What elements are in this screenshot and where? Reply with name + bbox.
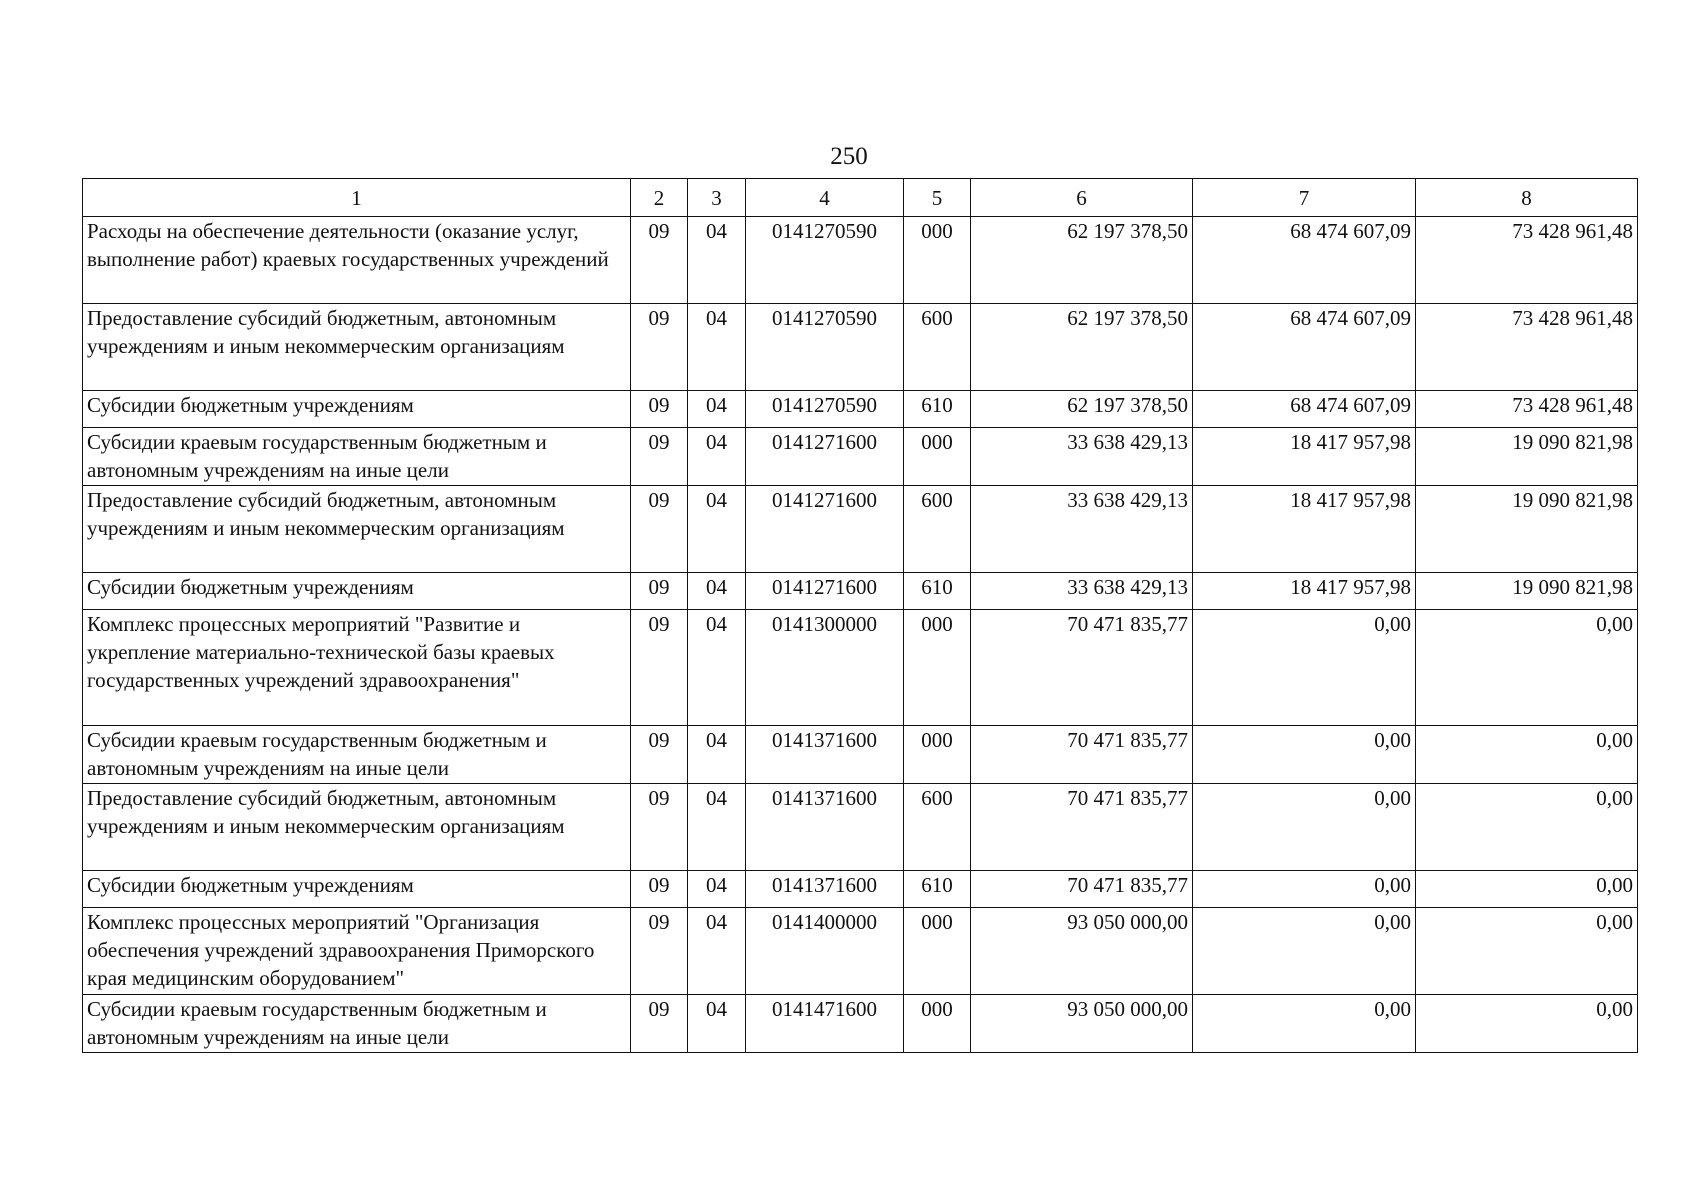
target-article-code: 0141271600 <box>746 573 904 610</box>
header-cell: 7 <box>1193 179 1416 217</box>
header-cell: 1 <box>83 179 631 217</box>
section-code: 09 <box>631 726 688 784</box>
subsection-code: 04 <box>688 304 746 391</box>
item-name: Комплекс процессных мероприятий "Организация обеспечения учреждений здравоохранения Приморского края медицинским оборудованием" <box>83 908 631 995</box>
header-cell: 2 <box>631 179 688 217</box>
amount-col-7: 0,00 <box>1193 726 1416 784</box>
amount-col-6: 62 197 378,50 <box>971 391 1193 428</box>
expense-type-code: 610 <box>904 391 971 428</box>
expense-type-code: 600 <box>904 486 971 573</box>
target-article-code: 0141400000 <box>746 908 904 995</box>
table-row <box>83 428 1638 486</box>
subsection-code: 04 <box>688 871 746 908</box>
subsection-code: 04 <box>688 391 746 428</box>
amount-col-7: 0,00 <box>1193 871 1416 908</box>
amount-col-8: 0,00 <box>1416 726 1638 784</box>
header-cell: 5 <box>904 179 971 217</box>
amount-col-8: 73 428 961,48 <box>1416 391 1638 428</box>
header-cell: 4 <box>746 179 904 217</box>
item-name: Субсидии бюджетным учреждениям <box>83 391 631 428</box>
header-row <box>83 179 1638 217</box>
amount-col-6: 62 197 378,50 <box>971 217 1193 304</box>
table-row <box>83 217 1638 304</box>
section-code: 09 <box>631 871 688 908</box>
amount-col-7: 18 417 957,98 <box>1193 428 1416 486</box>
table-row <box>83 573 1638 610</box>
item-name: Субсидии краевым государственным бюджетным и автономным учреждениям на иные цели <box>83 428 631 486</box>
amount-col-7: 0,00 <box>1193 908 1416 995</box>
target-article-code: 0141270590 <box>746 391 904 428</box>
header-cell: 8 <box>1416 179 1638 217</box>
amount-col-8: 19 090 821,98 <box>1416 486 1638 573</box>
amount-col-6: 70 471 835,77 <box>971 871 1193 908</box>
amount-col-6: 93 050 000,00 <box>971 908 1193 995</box>
table-row <box>83 304 1638 391</box>
amount-col-7: 68 474 607,09 <box>1193 217 1416 304</box>
amount-col-8: 0,00 <box>1416 871 1638 908</box>
table-row <box>83 784 1638 871</box>
expense-type-code: 610 <box>904 573 971 610</box>
amount-col-7: 0,00 <box>1193 784 1416 871</box>
amount-col-7: 0,00 <box>1193 995 1416 1053</box>
expense-type-code: 000 <box>904 908 971 995</box>
item-name: Предоставление субсидий бюджетным, автономным учреждениям и иным некоммерческим организациям <box>83 304 631 391</box>
section-code: 09 <box>631 217 688 304</box>
section-code: 09 <box>631 610 688 726</box>
amount-col-8: 0,00 <box>1416 908 1638 995</box>
table-row <box>83 610 1638 726</box>
amount-col-8: 73 428 961,48 <box>1416 304 1638 391</box>
amount-col-6: 33 638 429,13 <box>971 486 1193 573</box>
header-cell: 6 <box>971 179 1193 217</box>
amount-col-7: 68 474 607,09 <box>1193 304 1416 391</box>
expense-type-code: 000 <box>904 995 971 1053</box>
amount-col-6: 62 197 378,50 <box>971 304 1193 391</box>
amount-col-6: 70 471 835,77 <box>971 610 1193 726</box>
table-row <box>83 391 1638 428</box>
item-name: Субсидии краевым государственным бюджетным и автономным учреждениям на иные цели <box>83 726 631 784</box>
table-row <box>83 908 1638 995</box>
table-body <box>83 217 1638 1053</box>
section-code: 09 <box>631 391 688 428</box>
section-code: 09 <box>631 995 688 1053</box>
target-article-code: 0141270590 <box>746 304 904 391</box>
subsection-code: 04 <box>688 726 746 784</box>
amount-col-6: 93 050 000,00 <box>971 995 1193 1053</box>
amount-col-8: 0,00 <box>1416 995 1638 1053</box>
table-row <box>83 995 1638 1053</box>
target-article-code: 0141471600 <box>746 995 904 1053</box>
amount-col-7: 18 417 957,98 <box>1193 486 1416 573</box>
target-article-code: 0141371600 <box>746 871 904 908</box>
section-code: 09 <box>631 908 688 995</box>
section-code: 09 <box>631 573 688 610</box>
amount-col-6: 70 471 835,77 <box>971 726 1193 784</box>
subsection-code: 04 <box>688 573 746 610</box>
item-name: Субсидии краевым государственным бюджетным и автономным учреждениям на иные цели <box>83 995 631 1053</box>
item-name: Предоставление субсидий бюджетным, автономным учреждениям и иным некоммерческим организациям <box>83 784 631 871</box>
expense-type-code: 000 <box>904 610 971 726</box>
amount-col-8: 0,00 <box>1416 784 1638 871</box>
amount-col-7: 18 417 957,98 <box>1193 573 1416 610</box>
amount-col-8: 19 090 821,98 <box>1416 428 1638 486</box>
amount-col-8: 0,00 <box>1416 610 1638 726</box>
header-cell: 3 <box>688 179 746 217</box>
table-row <box>83 871 1638 908</box>
budget-table <box>82 178 1638 1053</box>
item-name: Субсидии бюджетным учреждениям <box>83 871 631 908</box>
item-name: Предоставление субсидий бюджетным, автономным учреждениям и иным некоммерческим организациям <box>83 486 631 573</box>
amount-col-6: 33 638 429,13 <box>971 573 1193 610</box>
item-name: Субсидии бюджетным учреждениям <box>83 573 631 610</box>
table-row <box>83 726 1638 784</box>
amount-col-7: 0,00 <box>1193 610 1416 726</box>
amount-col-6: 33 638 429,13 <box>971 428 1193 486</box>
target-article-code: 0141271600 <box>746 428 904 486</box>
expense-type-code: 000 <box>904 428 971 486</box>
target-article-code: 0141371600 <box>746 726 904 784</box>
subsection-code: 04 <box>688 217 746 304</box>
expense-type-code: 600 <box>904 784 971 871</box>
subsection-code: 04 <box>688 784 746 871</box>
target-article-code: 0141300000 <box>746 610 904 726</box>
section-code: 09 <box>631 304 688 391</box>
amount-col-8: 73 428 961,48 <box>1416 217 1638 304</box>
section-code: 09 <box>631 784 688 871</box>
expense-type-code: 000 <box>904 726 971 784</box>
subsection-code: 04 <box>688 486 746 573</box>
amount-col-8: 19 090 821,98 <box>1416 573 1638 610</box>
target-article-code: 0141271600 <box>746 486 904 573</box>
section-code: 09 <box>631 428 688 486</box>
amount-col-6: 70 471 835,77 <box>971 784 1193 871</box>
subsection-code: 04 <box>688 995 746 1053</box>
target-article-code: 0141371600 <box>746 784 904 871</box>
expense-type-code: 610 <box>904 871 971 908</box>
subsection-code: 04 <box>688 908 746 995</box>
expense-type-code: 000 <box>904 217 971 304</box>
item-name: Расходы на обеспечение деятельности (оказание услуг, выполнение работ) краевых государственных учреждений <box>83 217 631 304</box>
expense-type-code: 600 <box>904 304 971 391</box>
target-article-code: 0141270590 <box>746 217 904 304</box>
amount-col-7: 68 474 607,09 <box>1193 391 1416 428</box>
subsection-code: 04 <box>688 610 746 726</box>
section-code: 09 <box>631 486 688 573</box>
item-name: Комплекс процессных мероприятий "Развитие и укрепление материально-технической базы краевых государственных учреждений здравоохранения" <box>83 610 631 726</box>
page-number: 250 <box>830 143 868 170</box>
subsection-code: 04 <box>688 428 746 486</box>
table-row <box>83 486 1638 573</box>
